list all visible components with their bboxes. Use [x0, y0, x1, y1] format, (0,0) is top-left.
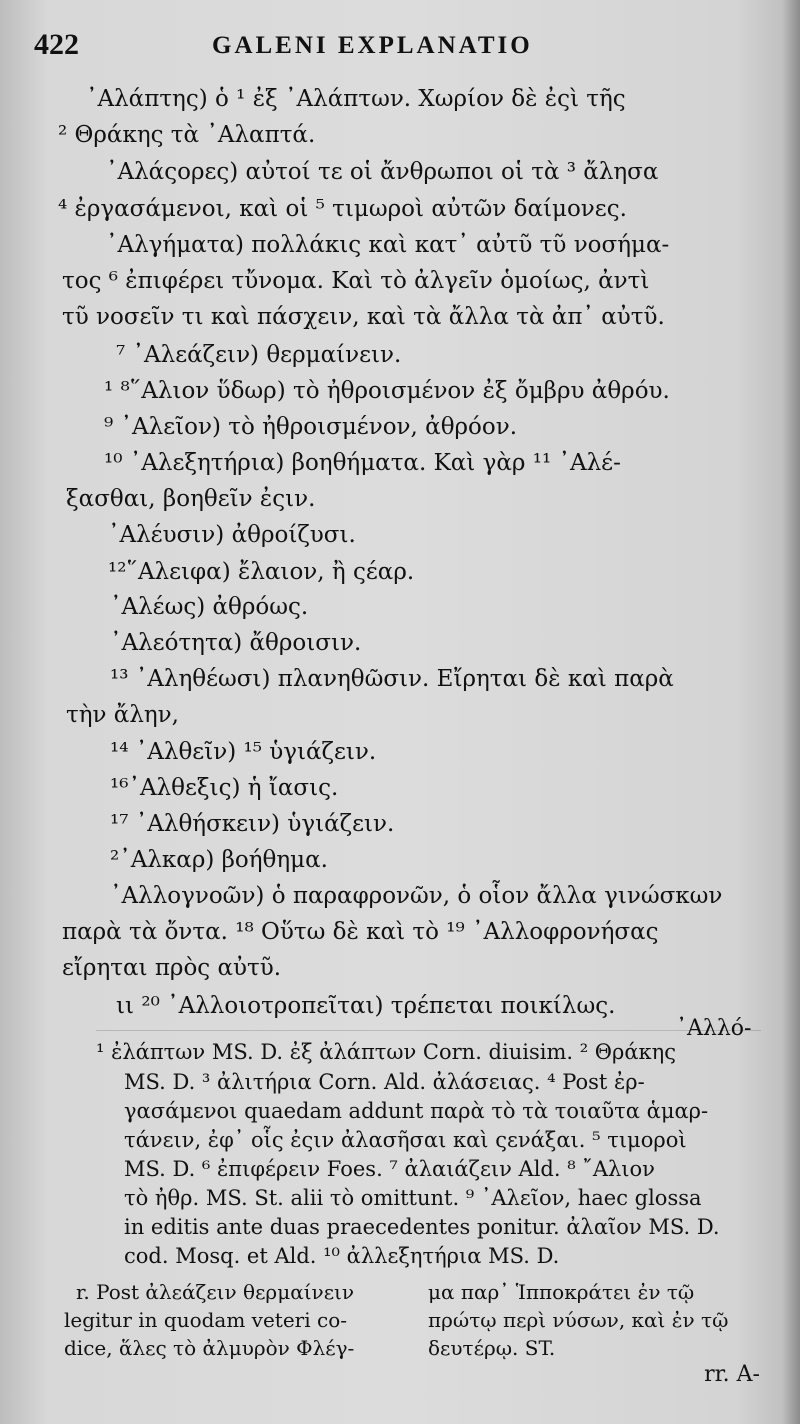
footnote-line: τάνειν, ἐφ᾿ οἷς ἐςιν ἀλασῆσαι καὶ ςενάξαι. ⁵ τιμοροὶ	[124, 1128, 687, 1152]
catchword-top: ᾿Αλλό-	[676, 1016, 752, 1041]
footnote-line: in editis ante duas praecedentes ponitur. ἀλαῖον MS. D.	[124, 1215, 720, 1239]
subnote-right-line: μα παρ᾿ Ἱπποκράτει ἐν τῷ	[428, 1280, 695, 1304]
subnote-right-line: δευτέρῳ. ST.	[428, 1336, 556, 1360]
text-line: ⁷ ᾿Αλεάζειν) θερμαίνειν.	[116, 342, 402, 368]
text-line: ²᾿Αλκαρ) βοήθημα.	[110, 847, 328, 873]
subnote-left-line: r. Post ἀλεάζειν θερμαίνειν	[76, 1280, 355, 1304]
page-number: 422	[34, 28, 79, 61]
text-line: τος ⁶ ἐπιφέρει τὔνομα. Καὶ τὸ ἀλγεῖν ὁμοίως, ἀντὶ	[62, 268, 650, 294]
text-line: ¹⁴ ᾿Αλθεῖν) ¹⁵ ὑγιάζειν.	[110, 739, 377, 765]
footnote-line: cod. Mosq. et Ald. ¹⁰ ἀλλεξητήρια MS. D.	[124, 1244, 560, 1268]
text-line: τὴν ἄλην,	[66, 702, 179, 728]
text-line: ¹ ⁸῞Αλιον ὕδωρ) τὸ ἠθροισμένον ἐξ ὄμβρυ ἀθρόυ.	[104, 378, 670, 404]
text-line: ¹⁰ ᾿Αλεξητήρια) βοηθήματα. Καὶ γὰρ ¹¹ ᾿Αλέ-	[104, 450, 621, 476]
text-line: ⁹ ᾿Αλεῖον) τὸ ἠθροισμένον, ἀθρόον.	[104, 414, 518, 440]
text-line: τῦ νοσεῖν τι καὶ πάσχειν, καὶ τὰ ἄλλα τὰ ἀπ᾿ αὐτῦ.	[62, 304, 665, 330]
running-title: GALENI EXPLANATIO	[212, 32, 533, 59]
text-line: ¹²῞Αλειφα) ἔλαιον, ἢ ςέαρ.	[108, 559, 415, 585]
text-line: ¹⁷ ᾿Αλθήσκειν) ὑγιάζειν.	[110, 811, 395, 837]
text-line: εἴρηται πρὸς αὐτῦ.	[62, 955, 282, 981]
footnote-line: γασάμενοι quaedam addunt παρὰ τὸ τὰ τοιαῦτα ἁμαρ-	[124, 1099, 709, 1123]
text-line: ᾿Αλλογνοῶν) ὁ παραφρονῶν, ὁ οἷον ἄλλα γινώσκων	[110, 883, 723, 909]
footnote-line: τὸ ἠθρ. MS. St. alii τὸ omittunt. ⁹ ᾿Αλεῖον, haec glossa	[124, 1186, 702, 1210]
footnote-line: MS. D. ⁶ ἐπιφέρειν Foes. ⁷ ἀλαιάζειν Ald. ⁸ ῎Αλιον	[124, 1157, 655, 1181]
text-line: ᾿Αλέως) ἀθρόως.	[110, 594, 309, 620]
text-line: ⁴ ἐργασάμενοι, καὶ οἱ ⁵ τιμωροὶ αὐτῶν δαίμονες.	[58, 196, 627, 222]
text-line: ¹³ ᾿Αληθέωσι) πλανηθῶσιν. Εἴρηται δὲ καὶ παρὰ	[110, 666, 674, 692]
text-line: ᾿Αλάπτης) ὁ ¹ ἐξ ᾿Αλάπτων. Χωρίον δὲ ἐςὶ τῆς	[86, 86, 626, 112]
page-edge-shadow	[782, 0, 800, 1424]
text-line: ιι ²⁰ ᾿Αλλοιοτροπεῖται) τρέπεται ποικίλως.	[116, 993, 616, 1019]
text-line: ξασθαι, βοηθεῖν ἐςιν.	[66, 486, 316, 512]
text-line: παρὰ τὰ ὄντα. ¹⁸ Οὕτω δὲ καὶ τὸ ¹⁹ ᾿Αλλοφρονήσας	[62, 919, 659, 945]
subnote-left-line: dice, ἅλες τὸ ἀλμυρὸν Φλέγ-	[64, 1336, 355, 1360]
text-line: ᾿Αλγήματα) πολλάκις καὶ κατ᾿ αὐτῦ τῦ νοσήμα-	[106, 232, 670, 258]
footnote-line: ¹ ἐλάπτων MS. D. ἐξ ἀλάπτων Corn. diuisim. ² Θράκης	[96, 1040, 677, 1064]
page-header	[0, 28, 800, 68]
footnote-divider	[96, 1030, 761, 1031]
footnote-line: MS. D. ³ ἀλιτήρια Corn. Ald. ἀλάσειας. ⁴ Post ἐρ-	[124, 1070, 645, 1094]
text-line: ᾿Αλάςορες) αὐτοί τε οἱ ἄνθρωποι οἱ τὰ ³ ἄλησα	[106, 159, 659, 185]
text-line: ᾿Αλέυσιν) ἀθροίζυσι.	[108, 522, 356, 548]
subnote-left-line: legitur in quodam veteri co-	[64, 1308, 347, 1332]
text-line: ¹⁶᾿Αλθεξις) ἡ ἴασις.	[110, 775, 339, 801]
text-line: ᾿Αλεότητα) ἄθροισιν.	[110, 630, 362, 656]
catchword-bottom: rr. A-	[704, 1362, 760, 1387]
text-line: ² Θράκης τὰ ᾿Αλαπτά.	[58, 122, 316, 148]
subnote-right-line: πρώτῳ περὶ νύσων, καὶ ἐν τῷ	[428, 1308, 729, 1332]
